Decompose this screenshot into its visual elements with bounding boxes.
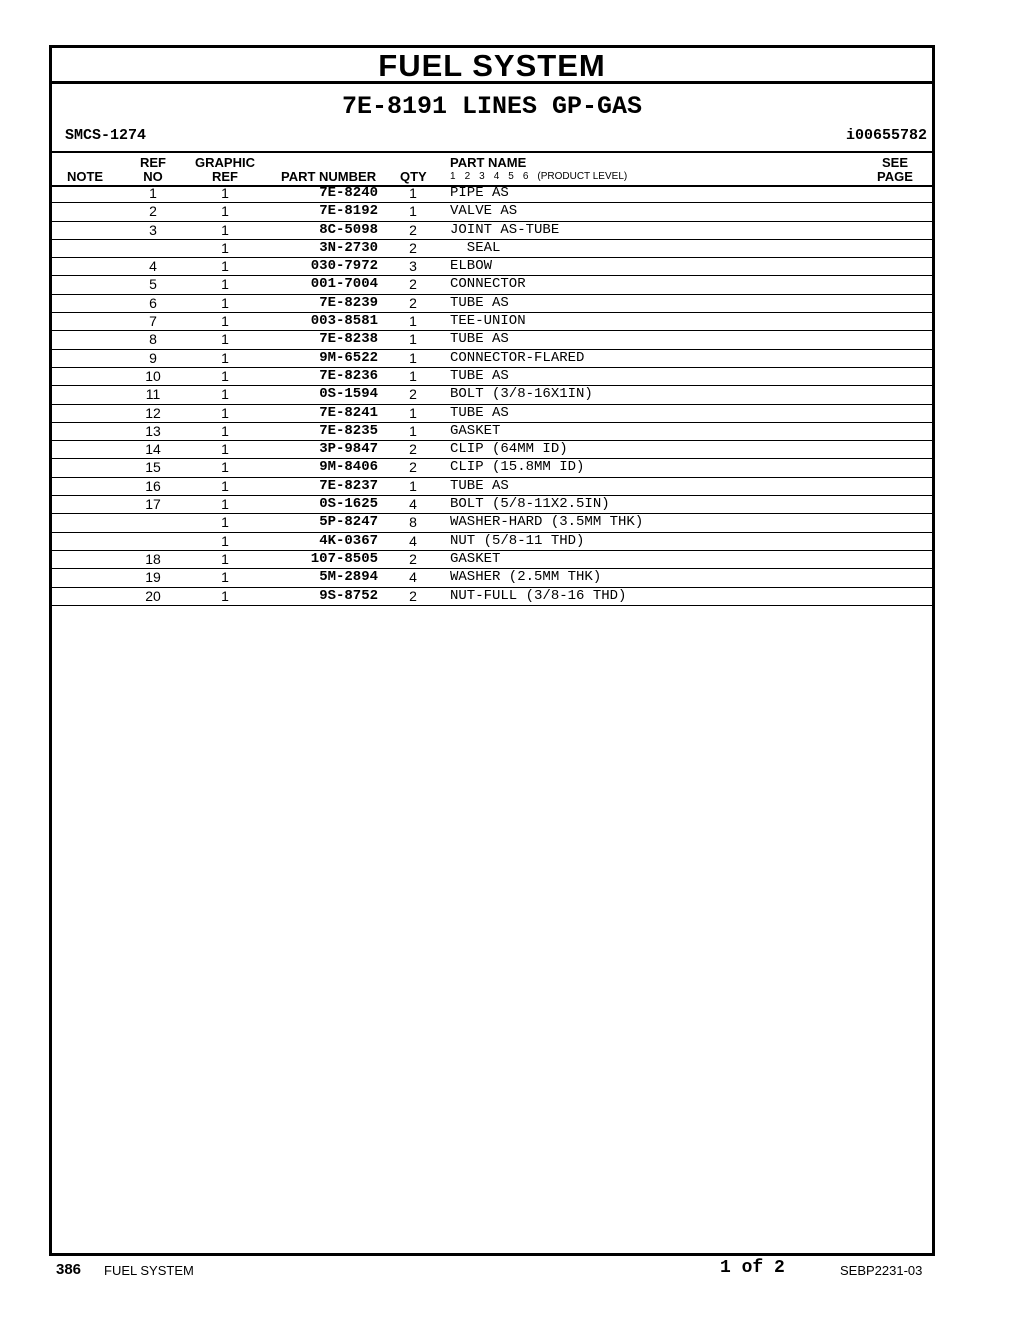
qty-cell: 2 bbox=[409, 221, 417, 238]
graphic-ref-cell: 1 bbox=[221, 441, 229, 458]
ref-no-cell: 9 bbox=[149, 349, 157, 366]
part-number-cell: 3N-2730 bbox=[319, 239, 378, 256]
table-row bbox=[52, 514, 932, 532]
part-name-cell: JOINT AS-TUBE bbox=[450, 221, 560, 238]
part-name-cell: CLIP (64MM ID) bbox=[450, 441, 568, 458]
col-see-bottom: PAGE bbox=[877, 169, 913, 184]
part-number-cell: 4K-0367 bbox=[319, 532, 378, 549]
graphic-ref-cell: 1 bbox=[221, 276, 229, 293]
graphic-ref-cell: 1 bbox=[221, 587, 229, 604]
part-number-cell: 7E-8238 bbox=[319, 331, 378, 348]
table-row bbox=[52, 569, 932, 587]
graphic-ref-cell: 1 bbox=[221, 349, 229, 366]
ref-no-cell: 15 bbox=[145, 459, 161, 476]
table-header bbox=[52, 151, 932, 187]
ref-no-cell: 5 bbox=[149, 276, 157, 293]
part-name-cell: BOLT (3/8-16X1IN) bbox=[450, 386, 593, 403]
qty-cell: 1 bbox=[409, 349, 417, 366]
col-qty: QTY bbox=[400, 169, 427, 184]
parts-table-body bbox=[52, 185, 932, 606]
graphic-ref-cell: 1 bbox=[221, 550, 229, 567]
page-number: 386 bbox=[56, 1261, 82, 1278]
part-number-cell: 0S-1625 bbox=[319, 496, 378, 513]
level-2: 2 bbox=[464, 171, 471, 182]
part-number-cell: 9M-8406 bbox=[319, 459, 378, 476]
graphic-ref-cell: 1 bbox=[221, 569, 229, 586]
part-name-cell: TUBE AS bbox=[450, 477, 509, 494]
table-row bbox=[52, 295, 932, 313]
part-number-cell: 3P-9847 bbox=[319, 441, 378, 458]
graphic-ref-cell: 1 bbox=[221, 258, 229, 275]
graphic-ref-cell: 1 bbox=[221, 477, 229, 494]
part-name-cell: TUBE AS bbox=[450, 331, 509, 348]
ref-no-cell: 16 bbox=[145, 477, 161, 494]
ref-no-cell: 14 bbox=[145, 441, 161, 458]
qty-cell: 1 bbox=[409, 404, 417, 421]
ref-no-cell: 7 bbox=[149, 313, 157, 330]
graphic-ref-cell: 1 bbox=[221, 221, 229, 238]
part-number-cell: 7E-8236 bbox=[319, 367, 378, 384]
document-number: SEBP2231-03 bbox=[840, 1263, 923, 1278]
part-number-cell: 7E-8237 bbox=[319, 477, 378, 494]
graphic-ref-cell: 1 bbox=[221, 185, 229, 201]
table-row bbox=[52, 203, 932, 221]
qty-cell: 2 bbox=[409, 441, 417, 458]
part-name-cell: CONNECTOR-FLARED bbox=[450, 349, 585, 366]
table-row bbox=[52, 533, 932, 551]
ref-no-cell: 2 bbox=[149, 203, 157, 220]
qty-cell: 1 bbox=[409, 203, 417, 220]
part-number-cell: 7E-8192 bbox=[319, 203, 378, 220]
qty-cell: 3 bbox=[409, 258, 417, 275]
part-number-cell: 7E-8240 bbox=[319, 185, 378, 201]
qty-cell: 2 bbox=[409, 587, 417, 604]
qty-cell: 2 bbox=[409, 294, 417, 311]
ref-no-cell: 18 bbox=[145, 550, 161, 567]
ref-no-cell: 20 bbox=[145, 587, 161, 604]
ref-no-cell: 12 bbox=[145, 404, 161, 421]
part-name-cell: TEE-UNION bbox=[450, 313, 526, 330]
part-name-cell: PIPE AS bbox=[450, 185, 509, 201]
table-row bbox=[52, 185, 932, 203]
part-number-cell: 001-7004 bbox=[310, 276, 378, 293]
graphic-ref-cell: 1 bbox=[221, 532, 229, 549]
part-name-cell: SEAL bbox=[450, 239, 501, 256]
graphic-ref-cell: 1 bbox=[221, 203, 229, 220]
part-name-cell: TUBE AS bbox=[450, 294, 509, 311]
part-name-cell: BOLT (5/8-11X2.5IN) bbox=[450, 496, 610, 513]
part-name-cell: VALVE AS bbox=[450, 203, 518, 220]
ref-no-cell: 19 bbox=[145, 569, 161, 586]
ref-no-cell: 4 bbox=[149, 258, 157, 275]
page-of-count: 1 of 2 bbox=[720, 1258, 785, 1278]
qty-cell: 1 bbox=[409, 331, 417, 348]
col-graphic-top: GRAPHIC bbox=[195, 155, 255, 170]
ref-no-cell: 8 bbox=[149, 331, 157, 348]
ref-no-cell: 11 bbox=[145, 386, 161, 403]
graphic-ref-cell: 1 bbox=[221, 239, 229, 256]
ref-no-cell: 1 bbox=[149, 185, 157, 201]
col-graphic-bottom: REF bbox=[212, 169, 238, 184]
table-row bbox=[52, 331, 932, 349]
part-name-cell: CLIP (15.8MM ID) bbox=[450, 459, 585, 476]
part-number-cell: 7E-8239 bbox=[319, 294, 378, 311]
qty-cell: 4 bbox=[409, 569, 417, 586]
parts-list-frame bbox=[49, 45, 935, 1256]
qty-cell: 2 bbox=[409, 276, 417, 293]
graphic-ref-cell: 1 bbox=[221, 313, 229, 330]
table-row bbox=[52, 423, 932, 441]
col-ref-bottom: NO bbox=[143, 169, 163, 184]
col-part-name: PART NAME bbox=[450, 155, 527, 170]
part-name-cell: ELBOW bbox=[450, 258, 493, 275]
part-number-cell: 003-8581 bbox=[310, 313, 378, 330]
qty-cell: 1 bbox=[409, 313, 417, 330]
level-6: 6 bbox=[522, 171, 529, 182]
table-row bbox=[52, 350, 932, 368]
section-name: FUEL SYSTEM bbox=[104, 1263, 194, 1278]
table-row bbox=[52, 478, 932, 496]
qty-cell: 2 bbox=[409, 459, 417, 476]
col-part-number: PART NUMBER bbox=[281, 169, 377, 184]
part-name-cell: WASHER-HARD (3.5MM THK) bbox=[450, 514, 644, 531]
group-title: 7E-8191 LINES GP-GAS bbox=[341, 92, 643, 121]
part-name-cell: CONNECTOR bbox=[450, 276, 526, 293]
qty-cell: 1 bbox=[409, 185, 417, 201]
table-row bbox=[52, 405, 932, 423]
table-row bbox=[52, 222, 932, 240]
ref-no-cell: 10 bbox=[145, 367, 161, 384]
table-row bbox=[52, 258, 932, 276]
part-name-cell: TUBE AS bbox=[450, 404, 509, 421]
graphic-ref-cell: 1 bbox=[221, 367, 229, 384]
part-number-cell: 030-7972 bbox=[310, 258, 378, 275]
table-row bbox=[52, 588, 932, 606]
graphic-ref-cell: 1 bbox=[221, 404, 229, 421]
table-row bbox=[52, 496, 932, 514]
level-3: 3 bbox=[479, 171, 485, 182]
part-number-cell: 107-8505 bbox=[310, 550, 378, 567]
col-note: NOTE bbox=[66, 169, 104, 184]
page-footer bbox=[0, 1255, 1020, 1295]
part-name-cell: WASHER (2.5MM THK) bbox=[450, 569, 602, 586]
graphic-ref-cell: 1 bbox=[221, 514, 229, 531]
part-name-cell: GASKET bbox=[450, 550, 501, 567]
part-number-cell: 0S-1594 bbox=[319, 386, 378, 403]
part-number-cell: 7E-8235 bbox=[319, 422, 378, 439]
product-levels bbox=[450, 171, 636, 183]
qty-cell: 4 bbox=[409, 496, 417, 513]
qty-cell: 4 bbox=[409, 532, 417, 549]
table-row bbox=[52, 240, 932, 258]
part-number-cell: 7E-8241 bbox=[319, 404, 378, 421]
part-number-cell: 5P-8247 bbox=[319, 514, 378, 531]
graphic-ref-cell: 1 bbox=[221, 294, 229, 311]
level-5: 5 bbox=[508, 171, 514, 182]
ref-no-cell: 6 bbox=[149, 294, 157, 311]
table-row bbox=[52, 441, 932, 459]
ref-no-cell: 13 bbox=[145, 422, 161, 439]
qty-cell: 1 bbox=[409, 422, 417, 439]
graphic-ref-cell: 1 bbox=[221, 459, 229, 476]
ref-no-cell: 3 bbox=[149, 221, 157, 238]
part-number-cell: 9M-6522 bbox=[319, 349, 378, 366]
graphic-ref-cell: 1 bbox=[221, 422, 229, 439]
level-1: 1 bbox=[450, 171, 456, 182]
table-row bbox=[52, 313, 932, 331]
level-4: 4 bbox=[493, 171, 500, 182]
qty-cell: 2 bbox=[409, 386, 417, 403]
qty-cell: 1 bbox=[409, 367, 417, 384]
qty-cell: 2 bbox=[409, 550, 417, 567]
part-name-cell: NUT (5/8-11 THD) bbox=[450, 532, 585, 549]
graphic-ref-cell: 1 bbox=[221, 496, 229, 513]
part-name-cell: TUBE AS bbox=[450, 367, 509, 384]
table-row bbox=[52, 276, 932, 294]
part-name-cell: NUT-FULL (3/8-16 THD) bbox=[450, 587, 627, 604]
col-ref-top: REF bbox=[140, 155, 166, 170]
graphic-ref-cell: 1 bbox=[221, 386, 229, 403]
qty-cell: 2 bbox=[409, 239, 417, 256]
table-row bbox=[52, 459, 932, 477]
table-row bbox=[52, 551, 932, 569]
qty-cell: 8 bbox=[409, 514, 417, 531]
illustration-id: i00655782 bbox=[845, 127, 927, 144]
ref-no-cell: 17 bbox=[145, 496, 161, 513]
part-number-cell: 8C-5098 bbox=[319, 221, 378, 238]
graphic-ref-cell: 1 bbox=[221, 331, 229, 348]
col-see-top: SEE bbox=[881, 155, 908, 170]
page-title: FUEL SYSTEM bbox=[52, 48, 932, 84]
table-row bbox=[52, 386, 932, 404]
qty-cell: 1 bbox=[409, 477, 417, 494]
product-level-label: (PRODUCT LEVEL) bbox=[537, 171, 628, 182]
smcs-code: SMCS-1274 bbox=[65, 127, 147, 144]
part-name-cell: GASKET bbox=[450, 422, 501, 439]
table-row bbox=[52, 368, 932, 386]
part-number-cell: 9S-8752 bbox=[319, 587, 378, 604]
part-number-cell: 5M-2894 bbox=[319, 569, 378, 586]
